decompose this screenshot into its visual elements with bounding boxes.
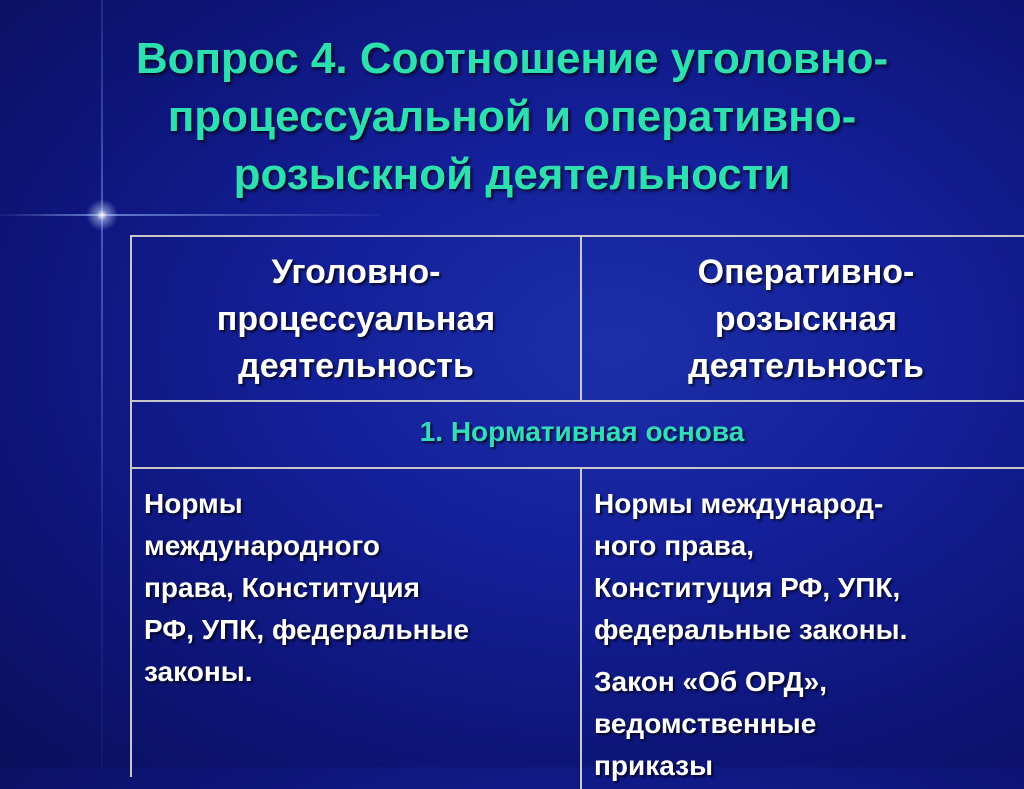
title-line-3: розыскной деятельности (233, 150, 791, 199)
comparison-table (130, 235, 1024, 781)
header-right-line: Оперативно- (697, 253, 915, 291)
column-divider (580, 469, 582, 789)
cell-left-normative-basis (144, 483, 574, 693)
header-left-line: деятельность (238, 347, 474, 385)
body-right-line: ведомственные (594, 708, 817, 739)
decorative-horizontal-line (0, 214, 380, 216)
body-right-line: Конституция РФ, УПК, (594, 572, 901, 603)
body-left-line: права, Конституция (144, 572, 420, 603)
section-title-normative-basis: 1. Нормативная основа (419, 416, 745, 447)
body-left-line: Нормы (144, 488, 243, 519)
header-right-line: деятельность (688, 347, 924, 385)
cell-right-normative-basis (594, 483, 1024, 787)
body-left-line: международного (144, 530, 380, 561)
title-line-1: Вопрос 4. Соотношение уголовно- (135, 34, 889, 83)
body-right-line: федеральные законы. (594, 614, 908, 645)
header-right-line: розыскная (714, 300, 898, 338)
body-right-line: Нормы международ- (594, 488, 884, 519)
header-left-line: процессуальная (216, 300, 496, 338)
slide-title (0, 30, 1024, 204)
header-operational-search (580, 237, 1024, 400)
body-right-line: приказы (594, 750, 713, 781)
row-divider (132, 467, 1024, 469)
body-left-line: законы. (144, 656, 253, 687)
paragraph-gap (594, 651, 1024, 661)
body-right-line: ного права, (594, 530, 754, 561)
title-line-2: процессуальной и оперативно- (167, 92, 857, 141)
header-criminal-procedure (132, 237, 580, 400)
header-left-line: Уголовно- (271, 253, 441, 291)
body-right-line: Закон «Об ОРД», (594, 666, 827, 697)
body-left-line: РФ, УПК, федеральные (144, 614, 470, 645)
